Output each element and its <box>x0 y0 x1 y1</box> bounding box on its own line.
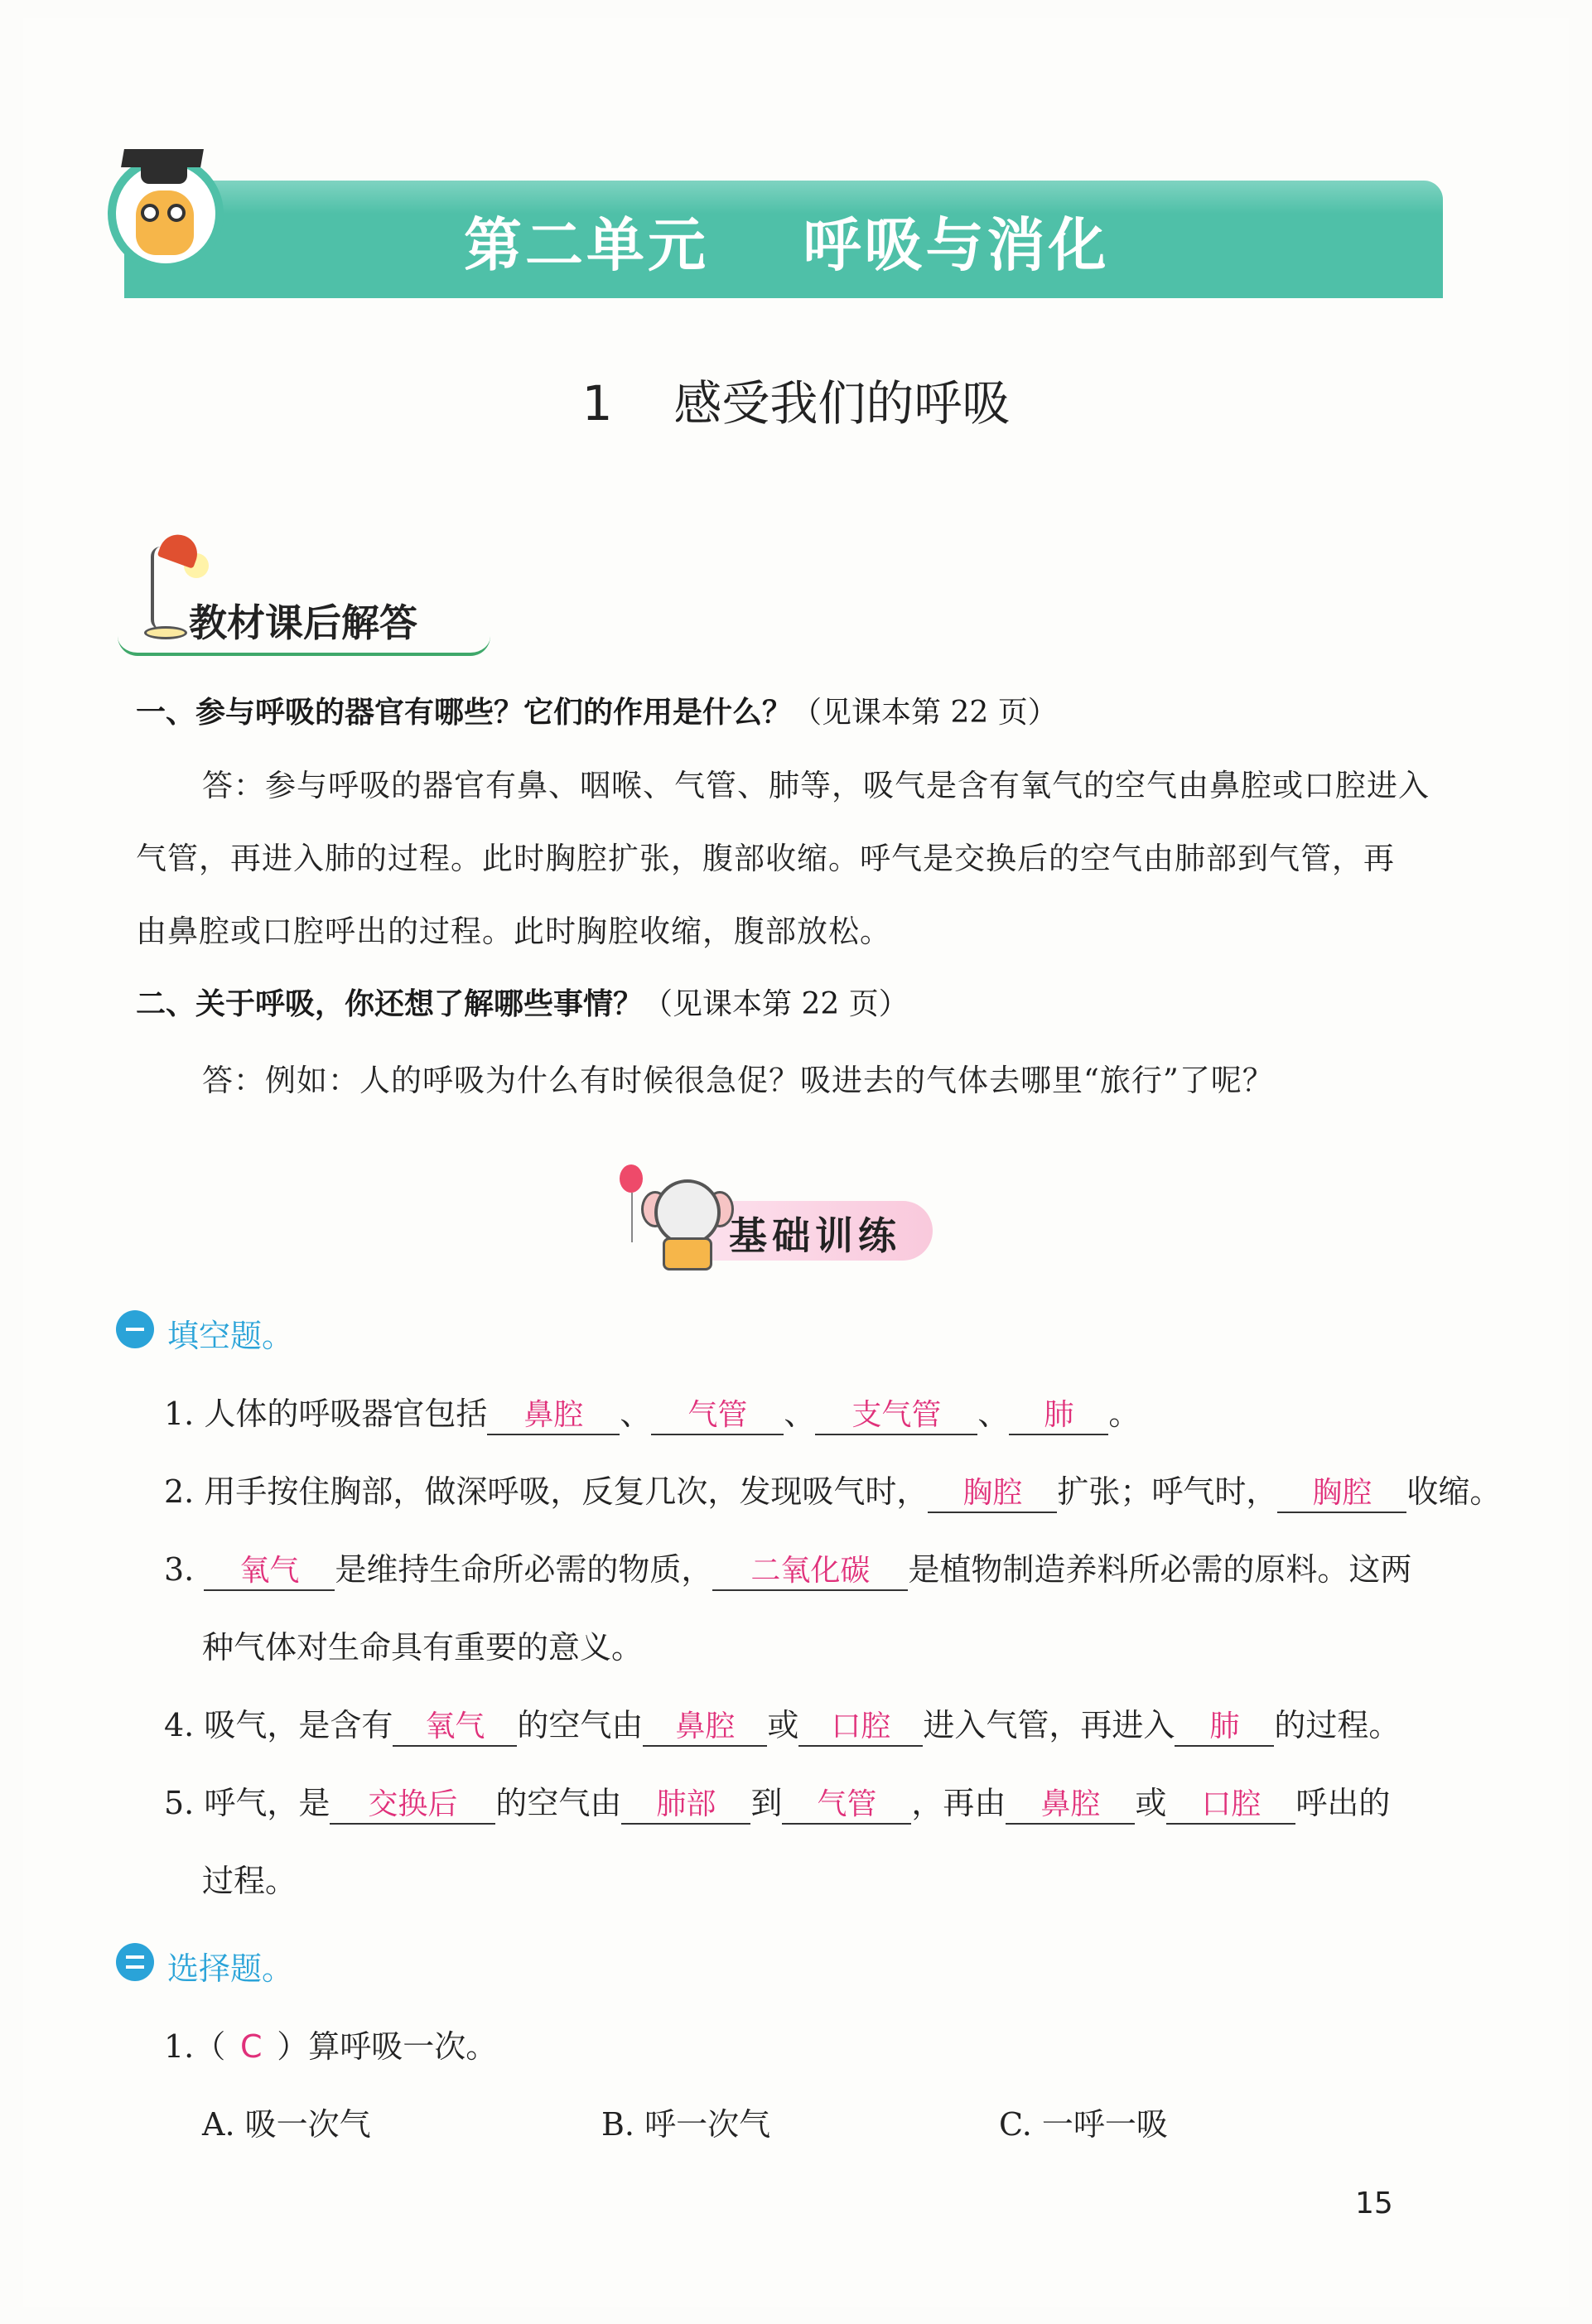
unit-title: 第二单元 呼吸与消化 <box>464 210 1110 279</box>
lesson-title: 1 感受我们的呼吸 <box>581 375 1011 432</box>
answer-blank[interactable]: 肺 <box>1175 1703 1274 1747</box>
question-2: 二、关于呼吸，你还想了解哪些事情？（见课本第 22 页） <box>136 987 909 1021</box>
fill-item-1: 1. 人体的呼吸器官包括 鼻腔 、 气管 、 支气管 、 肺 。 <box>164 1388 1140 1435</box>
answer-blank[interactable]: 二氧化碳 <box>712 1547 908 1591</box>
answer-blank[interactable]: 肺部 <box>621 1781 750 1825</box>
fill-item-2: 2. 用手按住胸部，做深呼吸，反复几次，发现吸气时， 胸腔 扩张；呼气时， 胸腔 收缩。 <box>164 1466 1501 1513</box>
answer-blank[interactable]: 胸腔 <box>1277 1469 1406 1513</box>
fill-item-3: 3. 氧气 是维持生命所必需的物质， 二氧化碳 是植物制造养料所必需的原料。这两 <box>164 1544 1411 1591</box>
section-title-textbook-answers: 教材课后解答 <box>189 600 417 645</box>
choice-section-heading: 选择题。 <box>167 1950 294 1987</box>
fill-section-heading: 填空题。 <box>167 1318 294 1354</box>
elephant-body <box>663 1237 712 1270</box>
mascot-eye-right <box>167 204 186 222</box>
basic-training-title: 基础训练 <box>729 1213 901 1258</box>
option-b[interactable]: B. 呼一次气 <box>601 2106 771 2143</box>
answer-blank[interactable]: 氧气 <box>393 1703 517 1747</box>
fill-item-4: 4. 吸气，是含有 氧气 的空气由 鼻腔 或 口腔 进入气管，再进入 肺 的过程。 <box>164 1700 1400 1747</box>
lamp-arm <box>151 547 161 629</box>
answer-1-line-2: 气管，再进入肺的过程。此时胸腔扩张，腹部收缩。呼气是交换后的空气由肺部到气管，再 <box>136 841 1395 876</box>
answer-blank[interactable]: 口腔 <box>1166 1781 1295 1825</box>
elephant-mascot-icon <box>654 1179 721 1246</box>
balloon-string <box>631 1193 633 1242</box>
section-one-badge-icon <box>116 1310 154 1348</box>
answer-blank[interactable]: 肺 <box>1009 1391 1108 1435</box>
section-two-badge-icon <box>116 1943 154 1981</box>
option-a[interactable]: A. 吸一次气 <box>202 2106 371 2143</box>
fill-item-5: 5. 呼气，是 交换后 的空气由 肺部 到 气管 ，再由 鼻腔 或 口腔 呼出的 <box>164 1777 1390 1825</box>
answer-blank[interactable]: 鼻腔 <box>643 1703 767 1747</box>
mascot-eye-left <box>141 204 159 222</box>
question-1: 一、参与呼吸的器官有哪些？它们的作用是什么？（见课本第 22 页） <box>136 696 1058 730</box>
pencil-mascot-icon <box>136 190 194 255</box>
answer-blank[interactable]: 口腔 <box>798 1703 923 1747</box>
answer-blank[interactable]: 胸腔 <box>928 1469 1057 1513</box>
choice-answer[interactable]: C <box>239 2028 263 2065</box>
choice-item-1: 1.（ C ）算呼吸一次。 <box>164 2028 498 2065</box>
answer-blank[interactable]: 气管 <box>651 1391 784 1435</box>
answer-blank[interactable]: 气管 <box>782 1781 911 1825</box>
answer-blank[interactable]: 交换后 <box>330 1781 495 1825</box>
balloon-icon <box>620 1164 643 1193</box>
page-number: 15 <box>1355 2187 1393 2220</box>
answer-2-line-1: 答：例如：人的呼吸为什么有时候很急促？吸进去的气体去哪里“旅行”了呢？ <box>202 1063 1274 1098</box>
answer-blank[interactable]: 氧气 <box>204 1547 335 1591</box>
option-c[interactable]: C. 一呼一吸 <box>999 2106 1168 2143</box>
fill-item-5-line-2: 过程。 <box>202 1863 297 1899</box>
graduation-cap-brim <box>121 149 204 167</box>
answer-blank[interactable]: 鼻腔 <box>1006 1781 1135 1825</box>
answer-blank[interactable]: 支气管 <box>815 1391 977 1435</box>
answer-blank[interactable]: 鼻腔 <box>487 1391 620 1435</box>
answer-1-line-1: 答：参与呼吸的器官有鼻、咽喉、气管、肺等，吸气是含有氧气的空气由鼻腔或口腔进入 <box>202 768 1430 803</box>
fill-item-3-line-2: 种气体对生命具有重要的意义。 <box>202 1629 644 1666</box>
answer-1-line-3: 由鼻腔或口腔呼出的过程。此时胸腔收缩，腹部放松。 <box>136 914 891 949</box>
